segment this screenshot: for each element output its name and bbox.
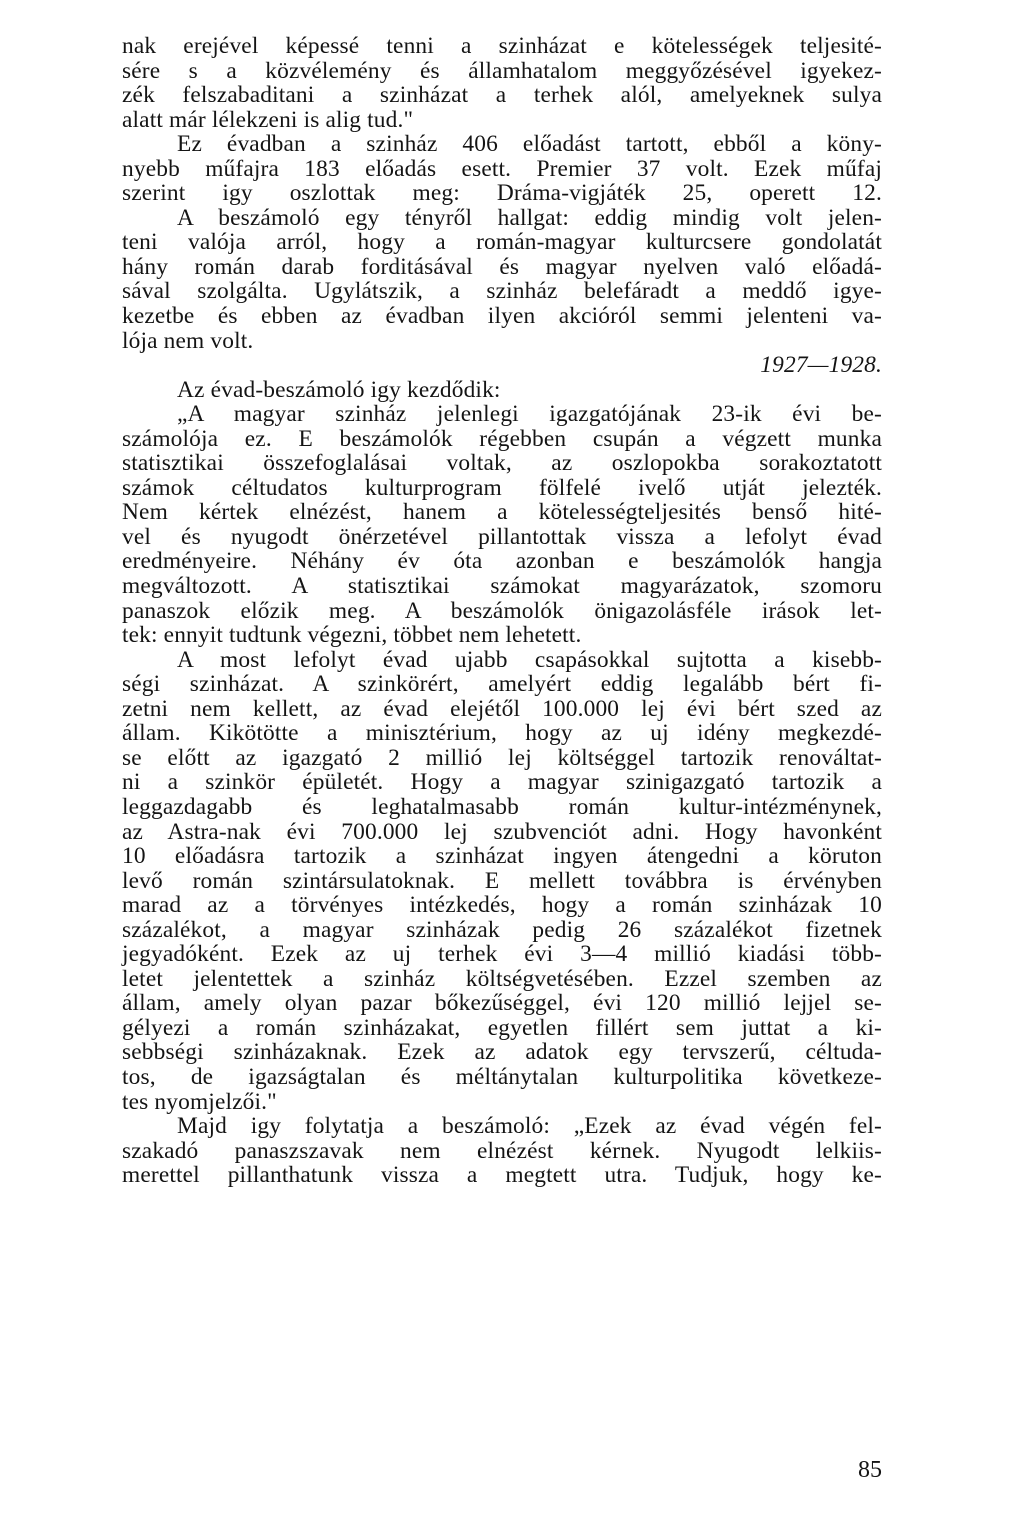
- text-line: kezetbe és ebben az évadban ilyen akcióról semmi jelenteni va-: [122, 303, 882, 330]
- text-line: lója nem volt.: [122, 327, 254, 354]
- text-line: se előtt az igazgató 2 millió lej költséggel tartozik renováltat-: [122, 744, 882, 771]
- text-line: sére s a közvélemény és államhatalom meggyőzésével igyekez-: [122, 57, 882, 84]
- text-line: Nem kértek elnézést, hanem a kötelességteljesités benső hité-: [122, 499, 882, 526]
- text-line: zetni nem kellett, az évad elejétől 100.000 lej évi bért szed az: [122, 695, 882, 722]
- text-line: sával szolgálta. Ugylátszik, a szinház belefáradt a meddő igye-: [122, 278, 882, 305]
- text-line: zék felszabaditani a szinházat a terhek alól, amelyeknek sulya: [122, 82, 882, 109]
- text-line: levő román szintársulatoknak. E mellett továbbra is érvényben: [122, 867, 882, 894]
- text-line: marad az a törvényes intézkedés, hogy a román szinházak 10: [122, 892, 882, 919]
- text-line: tek: ennyit tudtunk végezni, többet nem lehetett.: [122, 622, 582, 649]
- text-line: állam, amely olyan pazar bőkezűséggel, évi 120 millió lejjel se-: [122, 990, 882, 1017]
- text-line: eredményeire. Néhány év óta azonban e beszámolók hangja: [122, 548, 882, 575]
- text-line: számolója ez. E beszámolók régebben csupán a végzett munka: [122, 425, 882, 452]
- text-line: nak erejével képessé tenni a szinházat e kötelességek teljesité-: [122, 33, 882, 59]
- text-line: „A magyar szinház jelenlegi igazgatójának 23-ik évi be-: [177, 401, 882, 428]
- text-line: A beszámoló egy tényről hallgat: eddig mindig volt jelen-: [177, 204, 882, 231]
- text-line: az Astra-nak évi 700.000 lej szubvenciót adni. Hogy havonként: [122, 818, 882, 845]
- text-line: jegyadóként. Ezek az uj terhek évi 3—4 millió kiadási több-: [122, 941, 882, 968]
- section-heading-years: 1927—1928.: [760, 352, 882, 379]
- text-line: letet jelentettek a szinház költségvetésében. Ezzel szemben az: [122, 965, 882, 992]
- text-line: szerint igy oszlottak meg: Dráma-vigjáték 25, operett 12.: [122, 180, 882, 207]
- text-line: Az évad-beszámoló igy kezdődik:: [177, 376, 501, 403]
- text-line: sebbségi szinházaknak. Ezek az adatok egy tervszerű, céltuda-: [122, 1039, 882, 1066]
- text-line: vel és nyugodt önérzetével pillantottak vissza a lefolyt évad: [122, 523, 882, 550]
- text-line: gélyezi a román szinházakat, egyetlen fillért sem juttat a ki-: [122, 1014, 882, 1041]
- text-line: tos, de igazságtalan és méltánytalan kulturpolitika következe-: [122, 1063, 882, 1090]
- text-line: Ez évadban a szinház 406 előadást tartott, ebből a köny-: [177, 131, 882, 158]
- text-line: állam. Kikötötte a minisztérium, hogy az uj idény megkezdé-: [122, 720, 882, 747]
- text-line: megváltozott. A statisztikai számokat magyarázatok, szomoru: [122, 573, 882, 600]
- text-line: leggazdagabb és leghatalmasabb román kultur-intézménynek,: [122, 793, 882, 820]
- text-line: ni a szinkör épületét. Hogy a magyar szinigazgató tartozik a: [122, 769, 882, 796]
- text-line: számok céltudatos kulturprogram fölfelé ivelő utját jelezték.: [122, 474, 882, 501]
- text-line: alatt már lélekzeni is alig tud.": [122, 106, 414, 133]
- body-text: [122, 34, 882, 1188]
- text-line: szakadó panaszszavak nem elnézést kérnek. Nyugodt lelkiis-: [122, 1137, 882, 1164]
- text-line: 10 előadásra tartozik a szinházat ingyen átengedni a köruton: [122, 843, 882, 870]
- text-line: teni valója arról, hogy a román-magyar kulturcsere gondolatát: [122, 229, 882, 256]
- text-line: tes nyomjelzői.": [122, 1088, 277, 1115]
- text-line: panaszok előzik meg. A beszámolók önigazolásféle irások let-: [122, 597, 882, 624]
- text-line: merettel pillanthatunk vissza a megtett utra. Tudjuk, hogy ke-: [122, 1162, 882, 1189]
- text-line: Majd igy folytatja a beszámoló: „Ezek az évad végén fel-: [177, 1113, 882, 1140]
- text-line: százalékot, a magyar szinházak pedig 26 százalékot fizetnek: [122, 916, 882, 943]
- text-line: ségi szinházat. A szinkörért, amelyért eddig legalább bért fi-: [122, 671, 882, 698]
- text-line: nyebb műfajra 183 előadás esett. Premier 37 volt. Ezek műfaj: [122, 155, 882, 182]
- text-line: hány román darab forditásával és magyar nyelven való előadá-: [122, 253, 882, 280]
- text-line: A most lefolyt évad ujabb csapásokkal sujtotta a kisebb-: [177, 646, 882, 673]
- page-number: 85: [858, 1457, 882, 1483]
- text-line: statisztikai összefoglalásai voltak, az oszlopokba sorakoztatott: [122, 450, 882, 477]
